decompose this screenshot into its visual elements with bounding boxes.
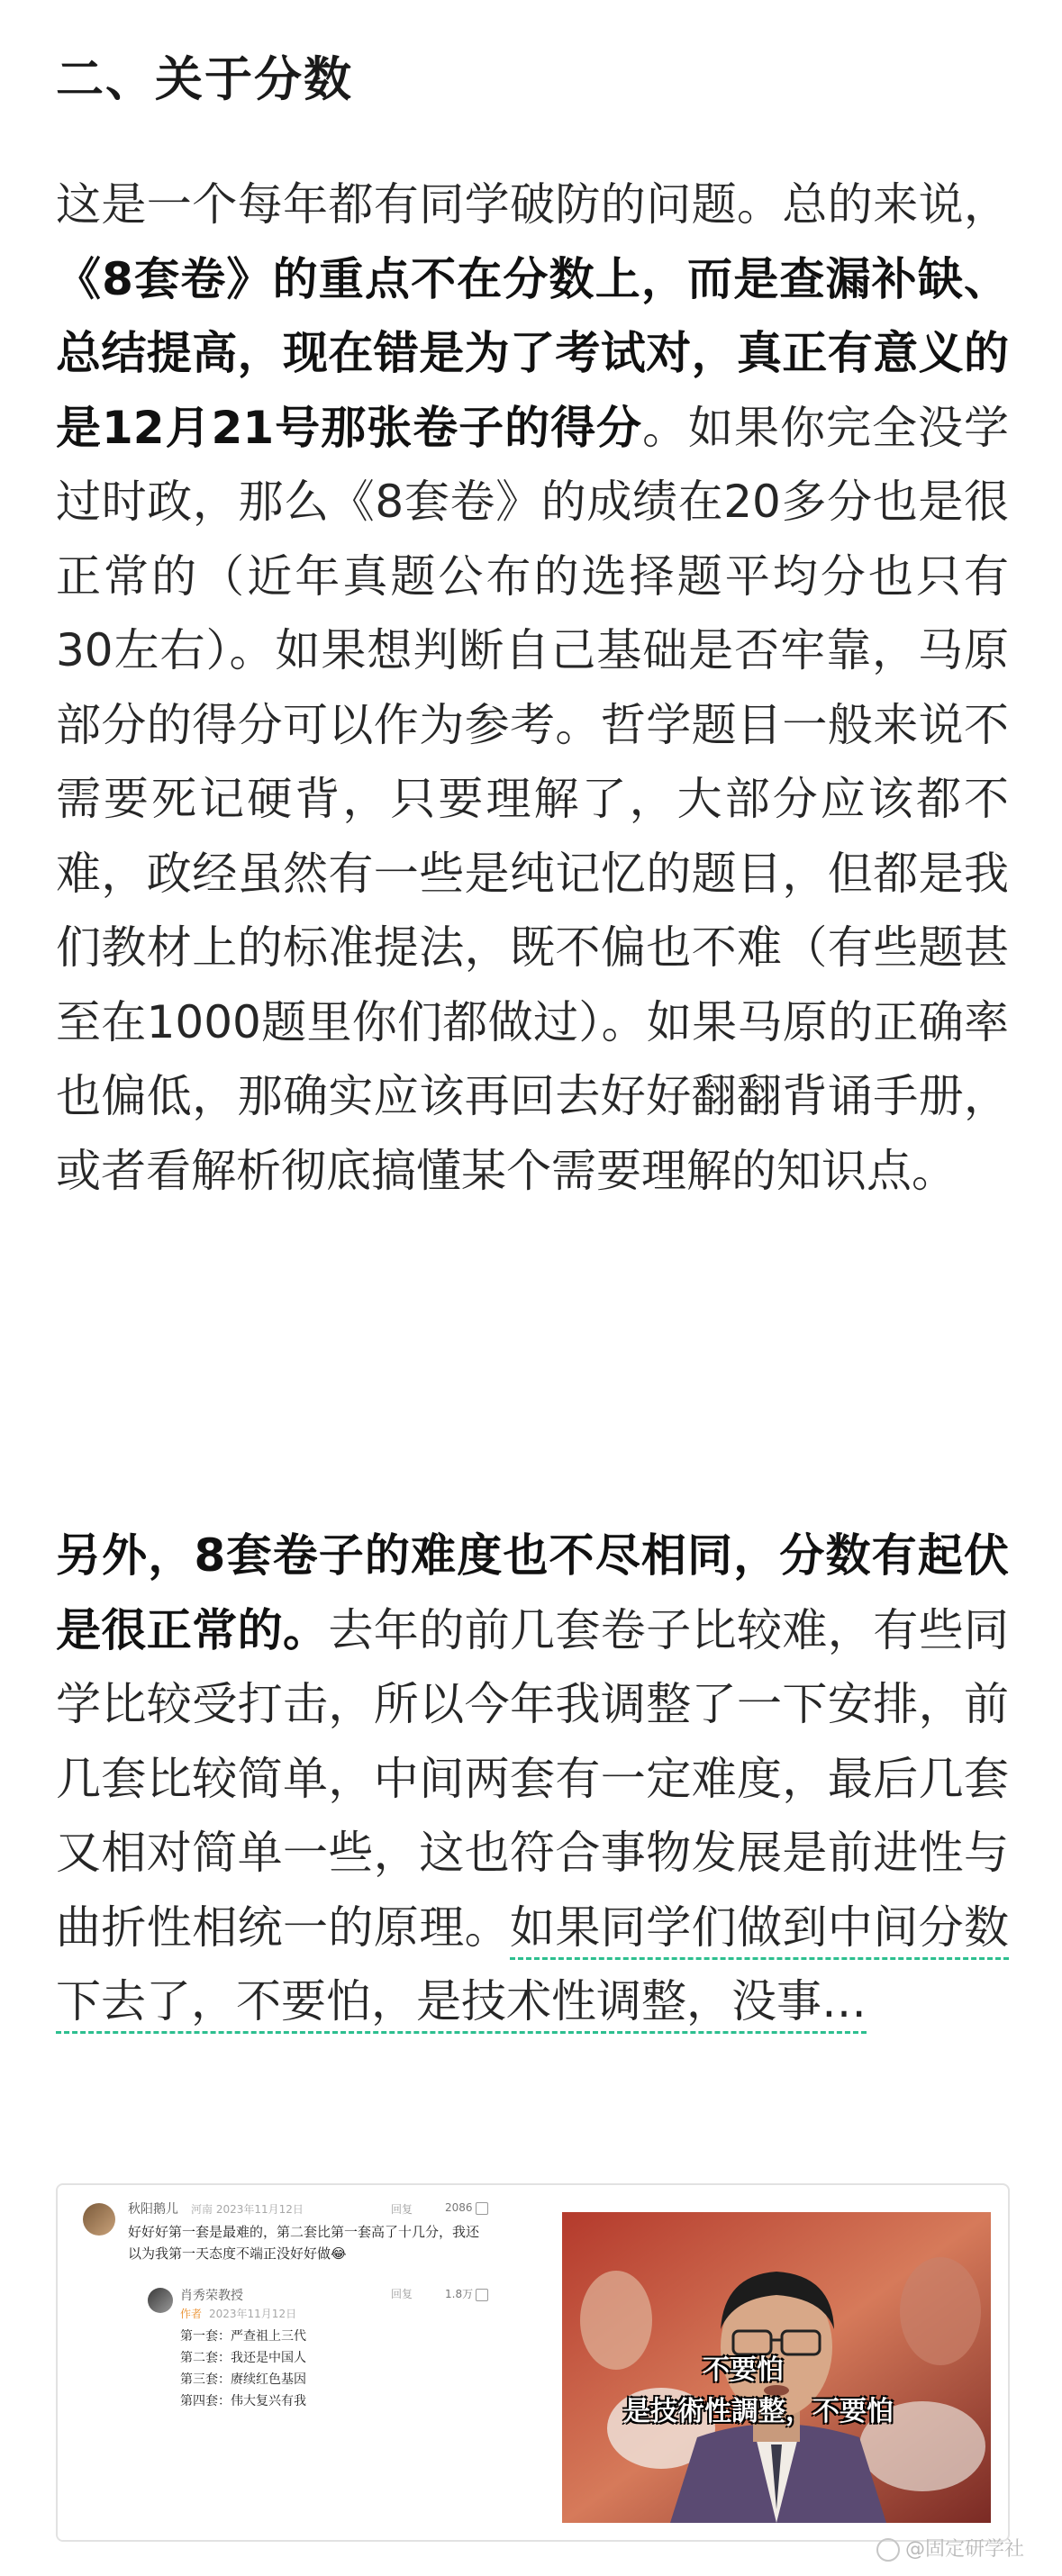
thumb-up-icon bbox=[476, 2202, 488, 2215]
commenter-name: 秋阳鹅儿 bbox=[128, 2202, 178, 2217]
section-heading: 二、关于分数 bbox=[56, 52, 353, 107]
bold-text: 另外，8套卷子的难度也不尽相同，分数有起伏是很正常的。 bbox=[56, 1529, 1009, 1656]
body-text: 。如果你完全没学过时政，那么《8套卷》的成绩在20多分也是很正常的（近年真题公布的选择题平均分也只有30左右）。如果想判断自己基础是否牢靠，马原部分的得分可以作为参考。哲学题目一般来说不需要死记硬背，只要理解了，大部分应该都不难，政经虽然有一些是纯记忆的题目，但都是我们教材上的标准提法，既不偏也不难（有些题甚至在1000题里你们都做过）。如果马原的正确率也偏低，那确实应该再回去好好翻翻背诵手册，或者看解析彻底搞懂某个需要理解的知识点。 bbox=[56, 401, 1009, 1197]
paragraph-difficulty bbox=[56, 1519, 1009, 2039]
avatar bbox=[148, 2288, 173, 2313]
avatar bbox=[83, 2203, 115, 2236]
body-text: 去年的前几套卷子比较难，有些同学比较受打击，所以今年我调整了一下安排，前几套比较简单，中间两套有一定难度，最后几套又相对简单一些，这也符合事物发展是前进性与曲折性相统一的原理。 bbox=[56, 1603, 1010, 1954]
like-count: 1.8万 bbox=[445, 2286, 488, 2301]
comment-line: 第一套：严查祖上三代 bbox=[180, 2329, 306, 2344]
embedded-image[interactable] bbox=[56, 2183, 1010, 2542]
author-tag: 作者 bbox=[180, 2308, 203, 2320]
reply-link: 回复 bbox=[391, 2203, 413, 2216]
bold-text: 《8套卷》的重点不在分数上，而是查漏补缺、总结提高，现在错是为了考试对，真正有意义的是12月21号那张卷子的得分 bbox=[56, 252, 1009, 454]
body-text: 这是一个每年都有同学破防的问题。总的来说， bbox=[56, 178, 1009, 231]
underlined-text[interactable]: 如果同学们做到中间分数下去了，不要怕，是技术性调整，没事… bbox=[56, 1901, 1009, 2035]
comment-line: 第三套：赓续红色基因 bbox=[180, 2372, 306, 2387]
watermark: @固定研学社 bbox=[876, 2534, 1024, 2562]
paragraph-score-intro bbox=[56, 168, 1009, 1208]
comment-line: 第四套：伟大复兴有我 bbox=[180, 2394, 306, 2408]
comment-line: 第二套：我还是中国人 bbox=[180, 2351, 306, 2365]
comment-meta: 2023年11月12日 bbox=[209, 2308, 297, 2320]
comment-body: 好好好第一套是最难的，第二套比第一套高了十几分，我还以为我第一天态度不端正没好好做😂 bbox=[128, 2224, 480, 2262]
thumb-up-icon bbox=[476, 2289, 488, 2301]
video-subtitle: 是技術性調整，不要怕 bbox=[623, 2396, 894, 2427]
comment-meta: 河南 2023年11月12日 bbox=[191, 2203, 304, 2216]
comment-screenshot bbox=[58, 2185, 519, 2540]
like-count: 2086 bbox=[445, 2201, 488, 2215]
weibo-logo-icon bbox=[876, 2538, 900, 2562]
reply-link: 回复 bbox=[391, 2288, 413, 2300]
video-subtitle: 不要怕 bbox=[703, 2354, 784, 2386]
commenter-name: 肖秀荣教授 bbox=[180, 2289, 243, 2303]
